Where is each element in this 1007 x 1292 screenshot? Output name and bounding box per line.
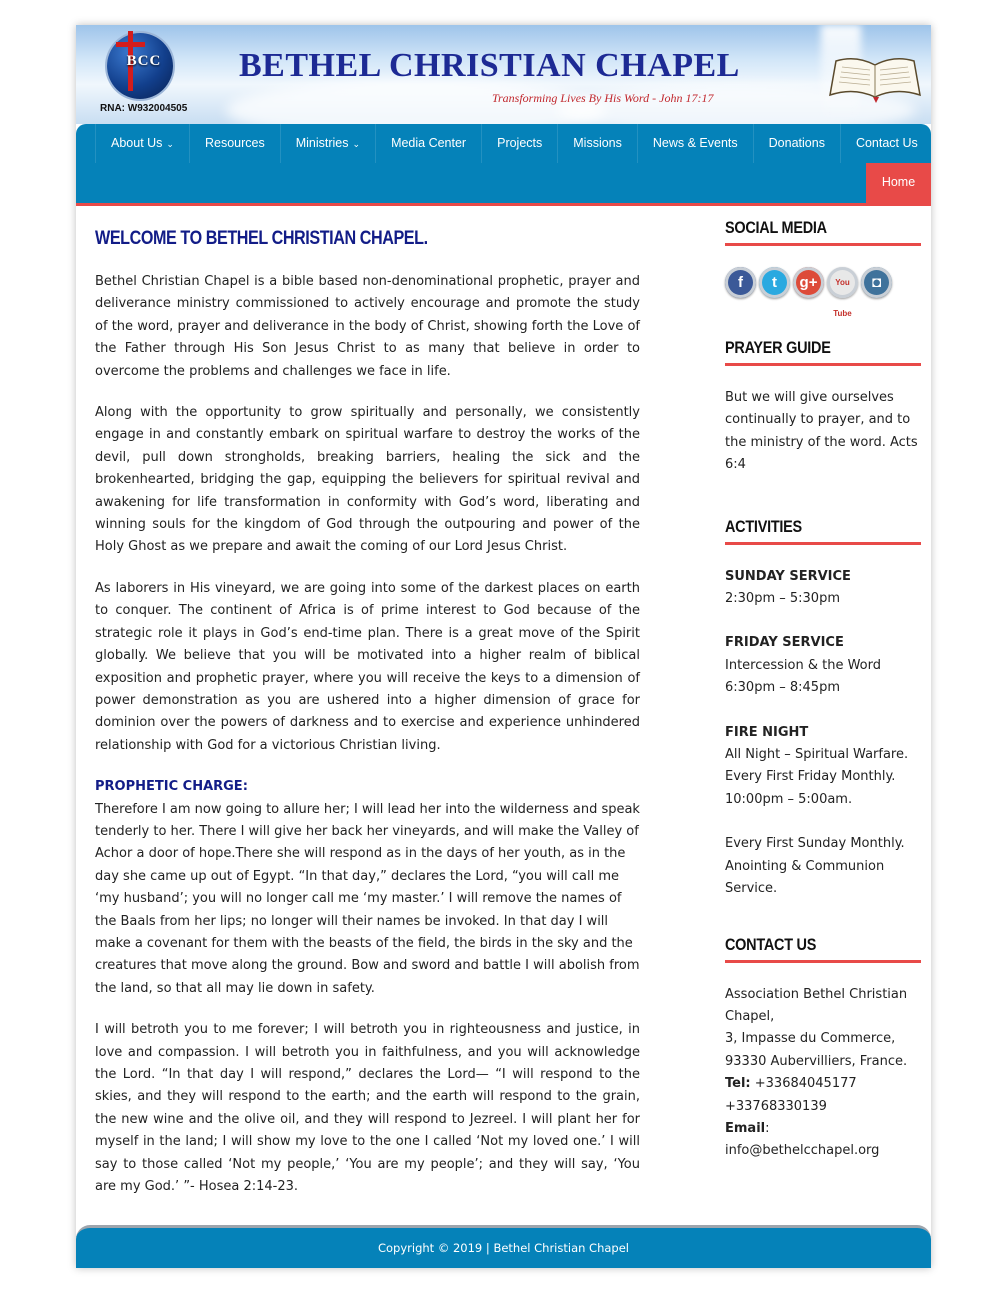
- widget-title: ACTIVITIES: [725, 516, 802, 536]
- google-plus-icon[interactable]: g+: [793, 267, 824, 298]
- contact-widget: CONTACT US Association Bethel Christian Chapel, 3, Impasse du Commerce, 93330 Aubervilliers, France. Tel: +33684045177 +33768330139 Email: info@bethelcchapel.org: [725, 935, 921, 1163]
- prophetic-charge-heading: PROPHETIC CHARGE:: [95, 779, 248, 795]
- facebook-icon[interactable]: f: [725, 267, 756, 298]
- mission-paragraph: Along with the opportunity to grow spiritually and personally, we consistently engage in and constantly embark on spiritual warfare to destroy the works of the devil, pull down strongholds, breaking barriers, healing the sick and the brokenhearted, bridging the gap, equipping the believers for spiritual revival and awakening for life transformation in conformity with God’s word, liberating and winning souls for the kingdom of God through the outpouring and power of the Holy Ghost as we prepare and await the coming of our Lord Jesus Christ.: [95, 405, 640, 555]
- widget-title: PRAYER GUIDE: [725, 338, 831, 357]
- open-bible-icon: [826, 55, 924, 103]
- twitter-icon[interactable]: t: [759, 267, 790, 298]
- email-label: Email: [725, 1120, 766, 1136]
- page-container: [76, 25, 931, 1268]
- youtube-icon[interactable]: You Tube: [827, 267, 858, 298]
- nav-item-donations[interactable]: Donations: [754, 124, 841, 163]
- phone-number[interactable]: +33684045177: [754, 1076, 857, 1092]
- widget-divider: [725, 363, 921, 366]
- social-icons: [725, 267, 921, 318]
- nav-item-contact-us[interactable]: Contact Us: [841, 124, 934, 163]
- social-media-widget: [725, 218, 921, 318]
- main-article: [95, 228, 640, 1217]
- main-navigation: [76, 124, 931, 206]
- activities-widget: [725, 517, 921, 935]
- prophetic-charge-text: Therefore I am now going to allure her; I will lead her into the wilderness and speak tenderly to her. There I will give her back her vineyards, and will make the Valley of Achor a door of hope.There she will respond as in the days of her youth, as in the day she came up out of Egypt. “In that day,” declares the Lord, “you will call me ‘my husband’; you will no longer call me ‘my master.’ I will remove the names of the Baals from her lips; no longer will their names be invoked. In that day I will make a covenant for them with the beasts of the field, the birds in the sky and the creatures that move along the ground. Bow and sword and battle I will abolish from the land, so that all may lie down in safety.: [95, 801, 640, 996]
- nav-item-resources[interactable]: Resources: [190, 124, 281, 163]
- logo-text: BCC: [126, 53, 162, 69]
- widget-title: SOCIAL MEDIA: [725, 218, 827, 237]
- widget-divider: [725, 542, 921, 545]
- contact-address: 93330 Aubervilliers, France.: [725, 1053, 908, 1069]
- activity-desc: All Night – Spiritual Warfare.: [725, 747, 909, 763]
- activity-title: SUNDAY SERVICE: [725, 568, 851, 584]
- vision-paragraph: As laborers in His vineyard, we are going into some of the darkest places on earth to conquer. The continent of Africa is of prime interest to God because of the strategic role it plays in God’s end-time plan. There is a great move of the Spirit globally. We believe that you will be motivated into a higher realm of biblical exposition and prophetic prayer, where you will receive the keys to a dimension of power demonstration as you are ushered into a higher dimension of grace for dominion over the powers of darkness and to exercise and experience unhindered relationship with God for a victorious Christian living.: [95, 580, 640, 753]
- intro-paragraph: Bethel Christian Chapel is a bible based non-denominational prophetic, prayer and deliverance ministry commissioned to actively encourage and promote the study of the word, prayer and deliverance in the body of Christ, showing forth the Love of the Father through His Son Jesus Christ to as many that believe in order to overcome the problems and challenges we face in life.: [95, 274, 640, 379]
- nav-item-missions[interactable]: Missions: [558, 124, 638, 163]
- contact-org: Association Bethel Christian Chapel,: [725, 986, 908, 1024]
- sidebar: [725, 218, 921, 1163]
- page-title: WELCOME TO BETHEL CHRISTIAN CHAPEL.: [95, 228, 428, 249]
- copyright-text: Copyright © 2019 | Bethel Christian Chapel: [377, 1241, 629, 1255]
- activity-time: 6:30pm – 8:45pm: [725, 680, 840, 696]
- tel-label: Tel:: [725, 1076, 751, 1092]
- prayer-guide-text: But we will give ourselves continually to prayer, and to the ministry of the word. Acts 6:4: [725, 390, 918, 473]
- instagram-icon[interactable]: ◘: [861, 267, 892, 298]
- site-title[interactable]: BETHEL CHRISTIAN CHAPEL: [239, 47, 740, 84]
- prayer-guide-widget: [725, 338, 921, 517]
- email-link[interactable]: info@bethelcchapel.org: [725, 1143, 880, 1159]
- activity-time: 2:30pm – 5:30pm: [725, 591, 840, 607]
- nav-item-about-us[interactable]: About Us ⌄: [95, 124, 190, 163]
- activity-title: FRIDAY SERVICE: [725, 635, 844, 651]
- activity-title: FIRE NIGHT: [725, 724, 809, 740]
- activity-desc: Every First Friday Monthly.: [725, 769, 896, 785]
- cross-icon: [116, 42, 145, 47]
- activity-desc: Every First Sunday Monthly.: [725, 836, 905, 852]
- nav-item-news-events[interactable]: News & Events: [638, 124, 754, 163]
- activity-desc: Intercession & the Word: [725, 657, 882, 673]
- nav-item-media-center[interactable]: Media Center: [376, 124, 482, 163]
- chevron-down-icon: ⌄: [166, 139, 174, 149]
- content-area: [76, 206, 931, 1225]
- prophetic-charge-paragraph: [95, 776, 640, 1000]
- widget-divider: [725, 243, 921, 246]
- widget-title: CONTACT US: [725, 934, 817, 954]
- widget-divider: [725, 960, 921, 963]
- header-banner: [76, 25, 931, 124]
- site-tagline: Transforming Lives By His Word - John 17:17: [492, 91, 714, 105]
- site-footer: [76, 1225, 931, 1268]
- rna-number: RNA: W932004505: [100, 103, 188, 114]
- nav-item-home[interactable]: Home: [866, 163, 931, 203]
- contact-address: 3, Impasse du Commerce,: [725, 1031, 896, 1047]
- nav-item-ministries[interactable]: Ministries ⌄: [281, 124, 376, 163]
- scripture-paragraph: I will betroth you to me forever; I will betroth you in righteousness and justice, in love and compassion. I will betroth you in faithfulness, and you will acknowledge the Lord. “In that day I will respond,” declares the Lord— “I will respond to the skies, and they will respond to the earth; and the earth will respond to the grain, the new wine and the olive oil, and they will respond to Jezreel. I will plant her for myself in the land; I will show my love to the one I called ‘Not my loved one.’ I will say to those called ‘Not my people,’ ‘You are my people’; and they will say, ‘You are my God.’ ”- Hosea 2:14-23.: [95, 1022, 640, 1195]
- nav-item-projects[interactable]: Projects: [482, 124, 558, 163]
- chevron-down-icon: ⌄: [352, 139, 361, 149]
- phone-number[interactable]: +33768330139: [725, 1098, 827, 1114]
- activity-desc: Anointing & Communion Service.: [725, 858, 885, 897]
- activity-time: 10:00pm – 5:00am.: [725, 791, 853, 807]
